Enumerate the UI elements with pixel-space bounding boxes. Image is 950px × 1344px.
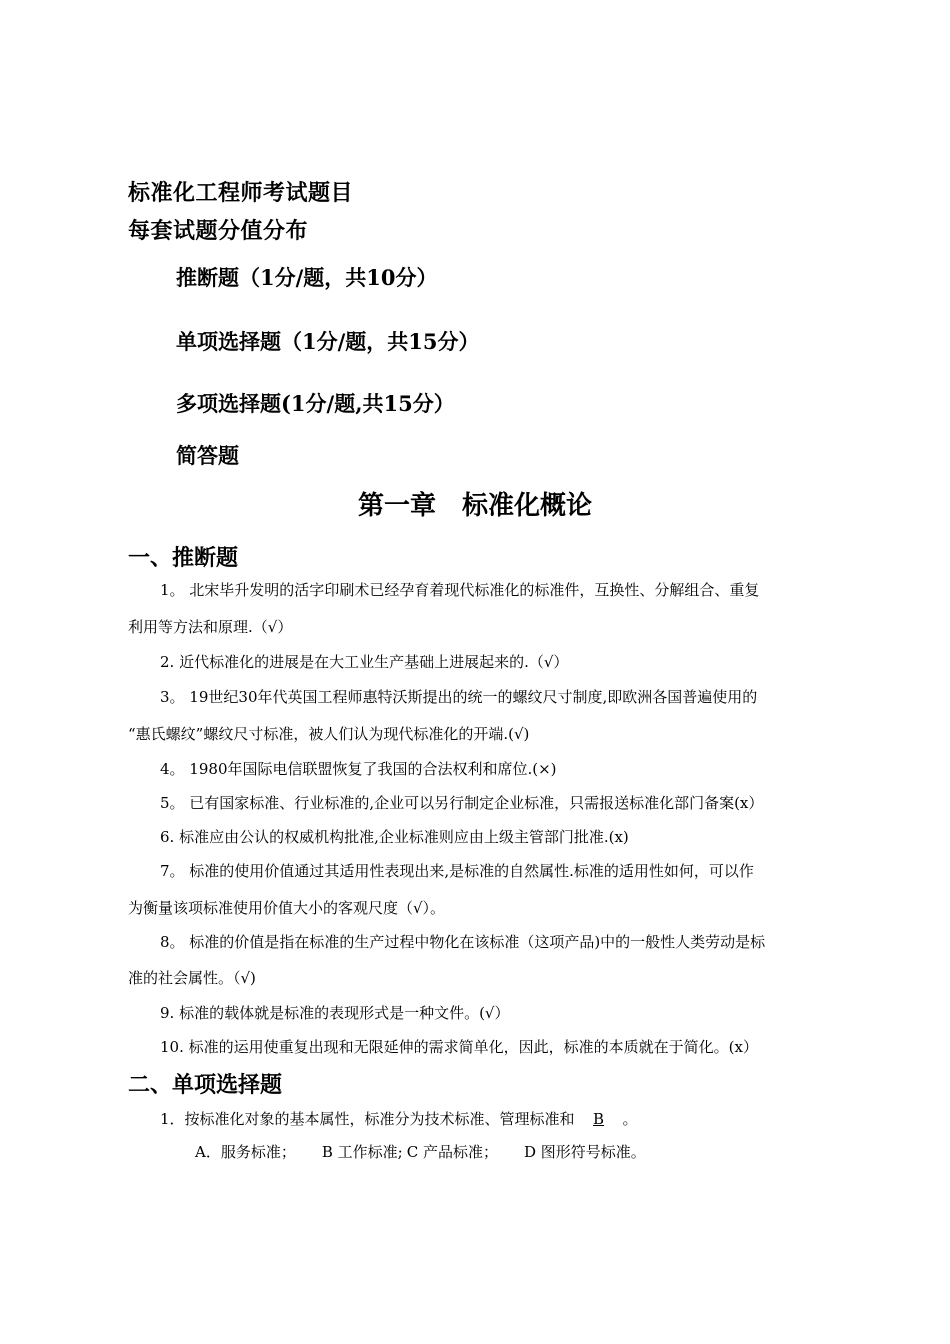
chapter-title: 第一章 标准化概论 xyxy=(357,491,592,521)
document-title: 标准化工程师考试题目 xyxy=(128,180,354,206)
distribution-item: 简答题 xyxy=(176,443,239,468)
option-c: C 产品标准； xyxy=(406,1143,498,1161)
option-d: D 图形符号标准。 xyxy=(523,1143,646,1161)
answer-blank: B xyxy=(593,1110,605,1128)
question-line: 4。 1980年国际电信联盟恢复了我国的合法权利和席位.(×) xyxy=(160,760,557,778)
question-line: 10. 标准的运用使重复出现和无限延伸的需求简单化，因此，标准的本质就在于简化。(x） xyxy=(160,1038,758,1056)
question-line: “惠氏螺纹”螺纹尺寸标准，被人们认为现代标准化的开端.(√) xyxy=(128,725,530,743)
distribution-item: 多项选择题(1分/题,共15分） xyxy=(176,391,455,416)
question-line: 2. 近代标准化的进展是在大工业生产基础上进展起来的.（√） xyxy=(160,653,569,671)
document-subtitle: 每套试题分值分布 xyxy=(128,218,309,244)
question-line xyxy=(160,1101,638,1137)
question-line: 利用等方法和原理.（√） xyxy=(128,618,293,636)
distribution-item: 单项选择题（1分/题，共15分） xyxy=(176,329,480,354)
section-title: 二、单项选择题 xyxy=(128,1072,283,1098)
question-line: 5。 已有国家标准、行业标准的,企业可以另行制定企业标准，只需报送标准化部门备案(x） xyxy=(160,794,764,812)
question-line: 8。 标准的价值是指在标准的生产过程中物化在该标准（这项产品)中的一般性人类劳动是标 xyxy=(160,933,766,951)
question-line: 3。 19世纪30年代英国工程师惠特沃斯提出的统一的螺纹尺寸制度,即欧洲各国普遍使用的 xyxy=(160,688,758,706)
options-line xyxy=(195,1141,672,1162)
question-line: 为衡量该项标准使用价值大小的客观尺度（√）。 xyxy=(128,899,446,917)
section-title: 一、推断题 xyxy=(128,545,239,571)
question-line: 6. 标准应由公认的权威机构批准,企业标准则应由上级主管部门批准.(x) xyxy=(160,828,629,846)
question-line: 7。 标准的使用价值通过其适用性表现出来,是标准的自然属性.标准的适用性如何，可以作 xyxy=(160,862,754,880)
question-line: 准的社会属性。（√) xyxy=(128,969,256,987)
option-a: A．服务标准； xyxy=(195,1143,296,1161)
option-b: B 工作标准; xyxy=(321,1143,403,1161)
distribution-item: 推断题（1分/题，共10分） xyxy=(176,265,438,290)
question-line: 1。 北宋毕升发明的活字印刷术已经孕育着现代标准化的标准件，互换性、分解组合、重复 xyxy=(160,581,760,599)
question-prefix: 1．按标准化对象的基本属性，标准分为技术标准、管理标准和 xyxy=(160,1110,575,1128)
question-suffix: 。 xyxy=(622,1110,638,1128)
question-line: 9. 标准的载体就是标准的表现形式是一种文件。(√） xyxy=(160,1004,510,1022)
